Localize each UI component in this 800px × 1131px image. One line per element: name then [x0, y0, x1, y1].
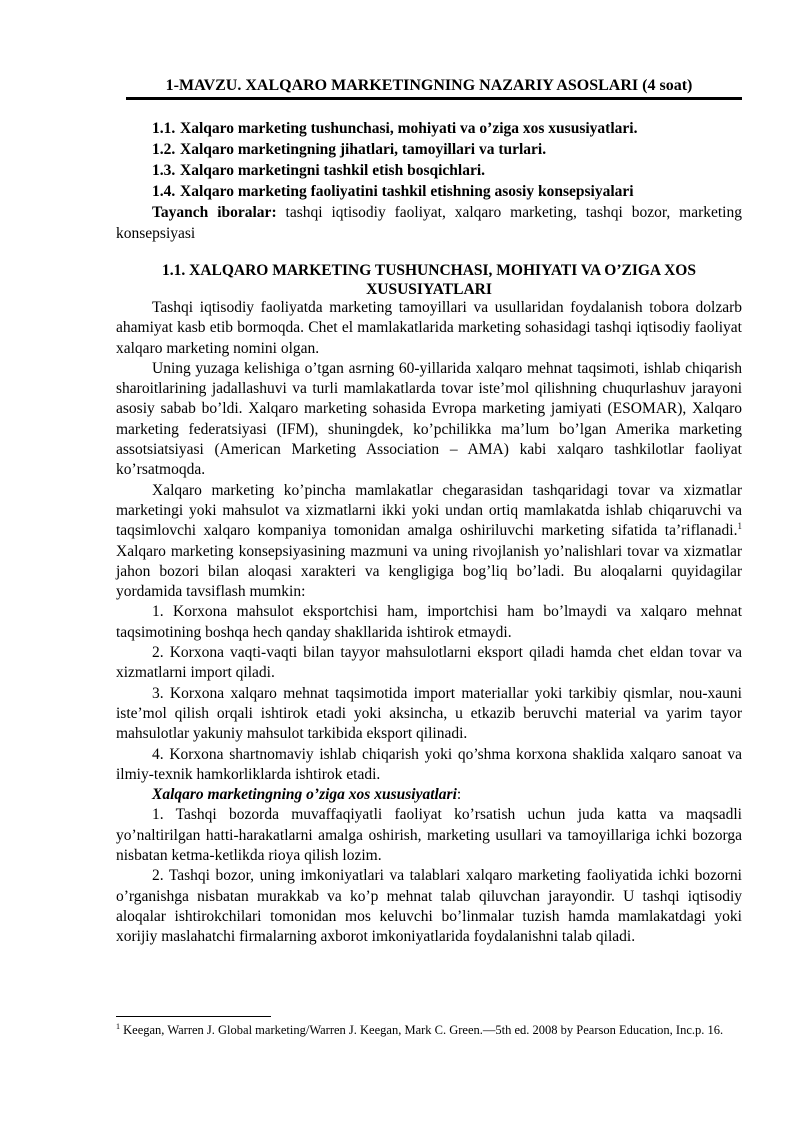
keywords-label: Tayanch iboralar: [152, 204, 277, 221]
toc-item [152, 181, 742, 202]
footnote-rule [116, 1016, 271, 1017]
toc-number: 1.3. [152, 162, 176, 179]
paragraph [116, 481, 742, 603]
keywords [116, 202, 742, 244]
toc-item [152, 139, 742, 160]
list-item: 2. Tashqi bozor, uning imkoniyatlari va talablari xalqaro marketing faoliyatida ichki bozorni o’rganishga nisbatan murakkab va ko’p mehnat talab qiluvchan jarayondir. U tashqi iqtisodiy aloqalar ishtirokchilari tomonidan mos keluvchi bo’linmalar tuzish hamda mamlakatdagi yoki xorijiy maslahatchi firmalarning axborot imkoniyatlarida foydalanishni talab qiladi. [116, 867, 742, 946]
list-item: 1. Korxona mahsulot eksportchisi ham, importchisi ham bo’lmaydi va xalqaro mehnat taqsimotining boshqa hech qanday shakllarida ishtirok etmaydi. [116, 603, 742, 641]
toc-number: 1.1. [152, 120, 176, 137]
toc-number: 1.2. [152, 141, 176, 158]
list-item: 1. Tashqi bozorda muvaffaqiyatli faoliyat ko’rsatish uchun juda katta va maqsadli yo’naltirilgan hatti-harakatlarni amalga oshirish, marketing usullari va tamoyillariga ichki bozorga nisbatan ketma-ketlikda rioya qilish lozim. [116, 806, 742, 865]
page-header: 1-MAVZU. XALQARO MARKETINGNING NAZARIY ASOSLARI (4 soat) [165, 77, 693, 94]
toc-item [152, 118, 742, 139]
list-item: 3. Korxona xalqaro mehnat taqsimotida import materiallar yoki tarkibiy qismlar, nou-xauni iste’mol qilish orqali ishtirok etadi yoki aksincha, u etkazib beruvchi material va yarim tayor mahsulotlar yakuniy mahsulot tarkibida eksport qilinadi. [116, 684, 742, 743]
paragraph-text: Xalqaro marketing konsepsiyasining mazmuni va uning rivojlanish yo’nalishlari tovar va xizmatlar jahon bozori bilan aloqasi xarakteri va kengligiga bog’liq bo’ladi. Bu aloqalarni quyidagilar yordamida tavsiflash mumkin: [116, 542, 742, 601]
subheading-text: Xalqaro marketingning o’ziga xos xususiyatlari [152, 786, 457, 804]
toc-number: 1.4. [152, 183, 176, 200]
toc-text: Xalqaro marketingning jihatlari, tamoyillari va turlari. [180, 141, 547, 158]
header-rule [126, 97, 742, 100]
footnote-text: Keegan, Warren J. Global marketing/Warren J. Keegan, Mark C. Green.—5th ed. 2008 by Pearson Education, Inc.p. 16. [120, 1023, 724, 1037]
toc-item [152, 160, 742, 181]
list-item: 4. Korxona shartnomaviy ishlab chiqarish yoki qo’shma korxona shaklida xalqaro sanoat va ilmiy-texnik hamkorliklarda ishtirok etadi. [116, 745, 742, 783]
toc-text: Xalqaro marketingni tashkil etish bosqichlari. [180, 162, 486, 179]
subheading [116, 785, 742, 805]
paragraph: Uning yuzaga kelishiga o’tgan asrning 60-yillarida xalqaro mehnat taqsimoti, ishlab chiqarish sharoitlarining jadallashuvi va turli mamlakatlarda tovar iste’mol qilishning chuqurlashuv jarayoni asosiy sabab bo’ldi. Xalqaro marketing sohasida Evropa marketing jamiyati (ESOMAR), Xalqaro marketing federatsiyasi (IFM), shuningdek, ko’pchilikka ma’lum bo’lgan Amerika marketing assotsiatsiyasi (American Marketing Association – AMA) kabi xalqaro tashkilotlar faoliyat ko’rsatmoqda. [116, 359, 742, 479]
toc-text: Xalqaro marketing tushunchasi, mohiyati va o’ziga xos xususiyatlari. [180, 120, 638, 137]
footnote [116, 1022, 742, 1039]
keywords-text: tashqi iqtisodiy faoliyat, xalqaro marketing, tashqi bozor, marketing konsepsiyasi [116, 204, 742, 242]
list-item: 2. Korxona vaqti-vaqti bilan tayyor mahsulotlarni eksport qiladi hamda chet eldan tovar va xizmatlarni import qiladi. [116, 644, 742, 682]
table-of-contents [152, 118, 742, 202]
section-title: 1.1. XALQARO MARKETING TUSHUNCHASI, MOHIYATI VA O’ZIGA XOS XUSUSIYATLARI [162, 262, 696, 298]
body-text [116, 298, 742, 948]
subheading-colon: : [456, 786, 462, 804]
footnote-ref[interactable]: 1 [737, 521, 742, 532]
paragraph: Tashqi iqtisodiy faoliyatda marketing tamoyillari va usullaridan foydalanish tobora dolzarb ahamiyat kasb etib bormoqda. Chet el mamlakatlarida marketing sohasidagi tashqi iqtisodiy faoliyat xalqaro marketing nomini olgan. [116, 299, 742, 357]
toc-text: Xalqaro marketing faoliyatini tashkil etishning asosiy konsepsiyalari [180, 183, 634, 200]
paragraph-text: Xalqaro marketing ko’pincha mamlakatlar chegarasidan tashqaridagi tovar va xizmatlar marketingi yoki mahsulot va xizmatlarni ikki yoki undan ortiq mamlakatda ishlab chiqaruvchi va taqsimlovchi xalqaro kompaniya tomonidan amalga oshiriluvchi marketing sifatida ta’riflanadi. [116, 481, 742, 540]
footnote-mark: 1 [116, 1021, 120, 1031]
